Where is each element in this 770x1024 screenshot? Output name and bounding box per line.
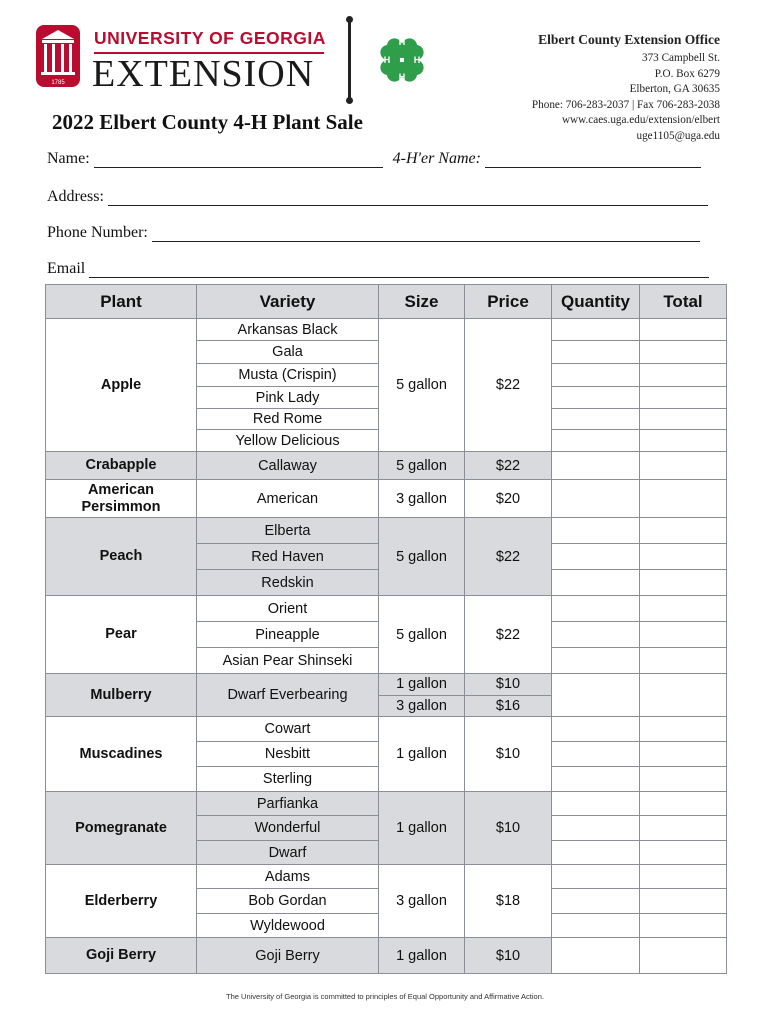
price-cell: $10 [465,792,552,865]
address-row [47,188,708,206]
variety-cell: Bob Gordan [197,889,379,914]
variety-cell: Orient [197,596,379,622]
quantity-input[interactable] [552,622,640,648]
size-cell: 5 gallon [379,452,465,480]
variety-cell: Parfianka [197,792,379,816]
variety-cell: Adams [197,865,379,889]
svg-text:H: H [398,72,406,82]
price-cell: $22 [465,452,552,480]
office-po-box: P.O. Box 6279 [654,67,720,80]
logo-university-text: UNIVERSITY OF GEORGIA [94,28,326,48]
price-cell: $22 [465,596,552,674]
office-city: Elberton, GA 30635 [629,83,720,96]
phone-field[interactable] [152,228,700,242]
page-title: 2022 Elbert County 4-H Plant Sale [52,110,363,134]
variety-cell: Elberta [197,518,379,544]
variety-cell: Nesbitt [197,742,379,767]
total-input[interactable] [640,841,727,865]
size-cell [379,674,465,717]
plant-cell-crabapple: Crabapple [46,452,197,480]
variety-cell: Red Haven [197,544,379,570]
variety-cell: Pink Lady [197,387,379,409]
name-label: Name: [47,150,90,167]
price-cell [465,674,552,717]
plant-cell-muscadines: Muscadines [46,717,197,792]
quantity-input[interactable] [552,319,640,341]
variety-cell: Musta (Crispin) [197,364,379,387]
variety-cell: Callaway [197,452,379,480]
variety-cell: Gala [197,341,379,364]
phone-label: Phone Number: [47,224,148,241]
price-cell: $10 [465,717,552,792]
table-row [46,938,727,974]
variety-cell: Pineapple [197,622,379,648]
price-option: $16 [465,695,551,716]
total-input[interactable] [640,622,727,648]
table-row [46,717,727,742]
total-input[interactable] [640,570,727,596]
total-input[interactable] [640,717,727,742]
size-cell: 5 gallon [379,596,465,674]
variety-cell: Redskin [197,570,379,596]
total-input[interactable] [640,792,727,816]
four-h-clover-icon [370,28,434,92]
phone-row [47,224,700,242]
total-input[interactable] [640,816,727,841]
total-input[interactable] [640,480,727,518]
variety-cell: Goji Berry [197,938,379,974]
header-size: Size [379,285,465,319]
size-cell: 1 gallon [379,938,465,974]
quantity-input[interactable] [552,544,640,570]
arch-icon [36,25,80,87]
quantity-input[interactable] [552,409,640,430]
office-phone: Phone: 706-283-2037 | Fax 706-283-2038 [531,98,720,111]
price-cell: $20 [465,480,552,518]
size-option: 1 gallon [396,676,447,692]
variety-cell: Arkansas Black [197,319,379,341]
total-input[interactable] [640,889,727,914]
header-quantity: Quantity [552,285,640,319]
variety-cell: Wonderful [197,816,379,841]
quantity-input[interactable] [552,889,640,914]
plant-cell-apple: Apple [46,319,197,452]
quantity-input[interactable] [552,596,640,622]
logo-divider [348,18,351,102]
email-label: Email [47,260,86,277]
table-row [46,792,727,816]
quantity-input[interactable] [552,841,640,865]
total-input[interactable] [640,648,727,674]
table-row [46,596,727,622]
price-cell: $18 [465,865,552,938]
total-input[interactable] [640,742,727,767]
table-row [46,452,727,480]
quantity-input[interactable] [552,387,640,409]
office-street: 373 Campbell St. [641,52,720,64]
plant-cell-mulberry: Mulberry [46,674,197,717]
header-variety: Variety [197,285,379,319]
variety-cell: American [197,480,379,518]
quantity-input[interactable] [552,938,640,974]
svg-text:H: H [413,55,421,65]
name-row [47,150,701,168]
quantity-input[interactable] [552,341,640,364]
variety-cell: Red Rome [197,409,379,430]
quantity-input[interactable] [552,674,640,717]
quantity-input[interactable] [552,742,640,767]
size-cell: 3 gallon [379,480,465,518]
name-field[interactable] [94,154,383,168]
quantity-input[interactable] [552,792,640,816]
variety-cell: Wyldewood [197,914,379,938]
price-cell: $10 [465,938,552,974]
total-input[interactable] [640,518,727,544]
variety-cell: Dwarf [197,841,379,865]
svg-text:H: H [398,37,406,47]
total-input[interactable] [640,544,727,570]
total-input[interactable] [640,596,727,622]
quantity-input[interactable] [552,865,640,889]
office-email[interactable]: uge1105@uga.edu [636,129,720,142]
total-input[interactable] [640,767,727,792]
logo-extension-text: EXTENSION [92,53,315,95]
quantity-input[interactable] [552,518,640,544]
office-contact-block [532,31,720,145]
header-total: Total [640,285,727,319]
size-cell: 5 gallon [379,518,465,596]
address-label: Address: [47,188,104,205]
price-option: $10 [495,676,521,692]
table-row [46,865,727,889]
price-cell: $22 [465,518,552,596]
variety-cell: Sterling [197,767,379,792]
order-table [45,284,727,974]
plant-cell-elderberry: Elderberry [46,865,197,938]
plant-cell-pear: Pear [46,596,197,674]
total-input[interactable] [640,409,727,430]
variety-cell: Asian Pear Shinseki [197,648,379,674]
email-row [47,260,709,278]
quantity-input[interactable] [552,767,640,792]
quantity-input[interactable] [552,570,640,596]
four-h-name-field[interactable] [485,154,701,168]
table-row [46,319,727,341]
plant-cell-peach: Peach [46,518,197,596]
total-input[interactable] [640,341,727,364]
size-cell: 3 gallon [379,865,465,938]
size-cell: 5 gallon [379,319,465,452]
total-input[interactable] [640,387,727,409]
plant-cell-goji-berry: Goji Berry [46,938,197,974]
total-input[interactable] [640,938,727,974]
quantity-input[interactable] [552,430,640,452]
quantity-input[interactable] [552,364,640,387]
variety-cell: Yellow Delicious [197,430,379,452]
price-cell: $22 [465,319,552,452]
header-plant: Plant [46,285,197,319]
table-row [46,518,727,544]
office-name: Elbert County Extension Office [538,32,720,47]
table-row [46,480,727,518]
logo-year: 1785 [51,80,65,86]
quantity-input[interactable] [552,648,640,674]
total-input[interactable] [640,319,727,341]
total-input[interactable] [640,674,727,717]
size-cell: 1 gallon [379,717,465,792]
header-price: Price [465,285,552,319]
total-input[interactable] [640,914,727,938]
svg-text:H: H [383,55,391,65]
four-h-name-label: 4-H'er Name: [392,150,481,167]
address-field[interactable] [108,192,708,206]
quantity-input[interactable] [552,717,640,742]
quantity-input[interactable] [552,452,640,480]
quantity-input[interactable] [552,914,640,938]
plant-cell-pomegranate: Pomegranate [46,792,197,865]
total-input[interactable] [640,364,727,387]
footer-statement: The University of Georgia is committed to principles of Equal Opportunity and Affirmative Action. [226,992,544,1001]
office-website[interactable]: www.caes.uga.edu/extension/elbert [561,114,720,127]
total-input[interactable] [640,865,727,889]
table-row [46,674,727,717]
size-option: 3 gallon [379,695,464,716]
size-cell: 1 gallon [379,792,465,865]
quantity-input[interactable] [552,480,640,518]
variety-cell: Dwarf Everbearing [197,674,379,717]
uga-extension-logo [36,22,328,94]
total-input[interactable] [640,452,727,480]
total-input[interactable] [640,430,727,452]
email-field[interactable] [89,264,709,278]
order-table-body [46,319,727,974]
table-header-row [46,285,727,319]
variety-cell: Cowart [197,717,379,742]
quantity-input[interactable] [552,816,640,841]
plant-cell-american-persimmon: American Persimmon [46,480,197,518]
